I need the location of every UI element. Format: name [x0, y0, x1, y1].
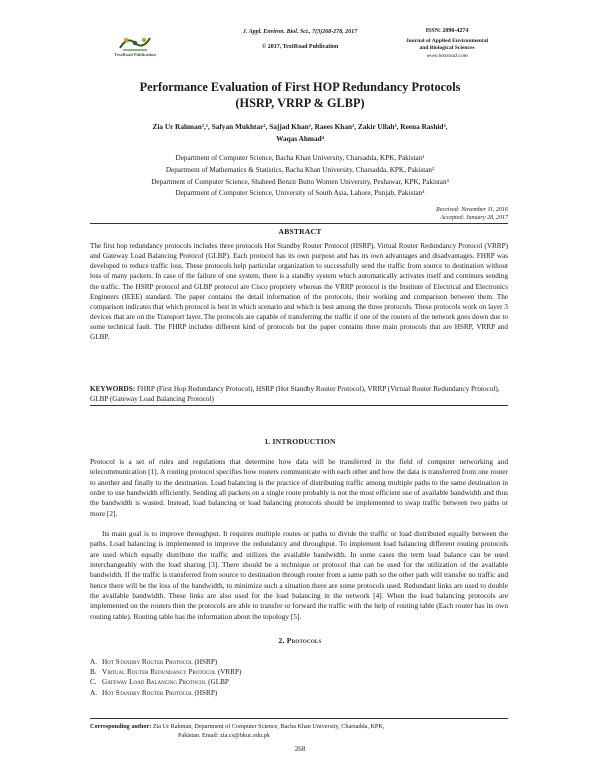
journal-reference: J. Appl. Environ. Biol. Sci., 7(3)268-278, 2017: [242, 29, 358, 35]
journal-website: www.textroad.com: [426, 53, 468, 59]
list-item: C. Gateway Load Balancing Protocol (GLBP: [90, 678, 229, 687]
list-item: A. Hot Standby Router Protocol (HSRP): [90, 688, 218, 697]
article-dates: [360, 206, 508, 222]
footer-rule: [90, 718, 508, 719]
author-list: [70, 121, 530, 144]
corresponding-email: Pakistan. Email: zia.cs@bkuc.edu.pk: [178, 731, 270, 739]
title-line2: (HSRP, VRRP & GLBP): [235, 95, 365, 110]
title-line1: Performance Evaluation of First HOP Redundancy Protocols: [139, 80, 461, 94]
accepted-date: Accepted: January 28, 2017: [440, 215, 508, 222]
introduction-heading: 1. INTRODUCTION: [264, 437, 336, 446]
affiliation-3: Department of Computer Science, Shaheed Benzir Butto Women University, Peshawar, KPK, Pakistan³: [151, 177, 449, 186]
page-number: 268: [294, 745, 306, 753]
keywords-text: FHRP (First Hop Redundancy Protocol), HSRP (Hot Standby Router Protocol), VRRP (Virtual Router Redundancy Protocol), GLBP (Gateway Load Balancing Protocol): [90, 385, 500, 404]
introduction-paragraph-1: Protocol is a set of rules and regulations that determine how data will be transferred in the field of computer networking and telecommunication [1]. A routing protocol specifies how routers communicate with each other and how the data is transferred from one router to another and finally to the destination. Load balancing is the practice of distributing traffic among multiple paths to the same destination in order to use bandwidth efficiently. Sending all packets on a single route probably is not the most efficient use of available bandwidth and thus the bandwidth is wasted. Instead, load balancing or load balancing protocols should be implemented to swap traffic between two paths or more [2].: [90, 457, 508, 518]
issn: ISSN: 2090-4274: [425, 28, 469, 34]
received-date: Received: November 11, 2016: [436, 207, 508, 213]
journal-name-line1: Journal of Applied Environmental: [405, 38, 489, 44]
affiliation-4: Department of Computer Science, University of South Asia, Lahore, Punjab, Pakistan⁴: [175, 189, 425, 198]
copyright: © 2017, TextRoad Publication: [261, 44, 339, 50]
list-item: A. Hot Standby Router Protocol (HSRP): [90, 658, 218, 666]
authors-line1: Zia Ur Rahman¹,¹, Safyan Mukhtar², Sajjad Khan², Raees Khan², Zakir Ullah³, Reena Rashid³,: [152, 122, 448, 131]
keywords-label: KEYWORDS:: [90, 385, 136, 393]
affiliation-1: Department of Computer Science, Bacha Khan University, Charsadda, KPK, Pakistan¹: [175, 154, 425, 162]
keywords: [90, 384, 508, 404]
publisher-logo: [118, 34, 152, 52]
corresponding-text: Zia Ur Rahman, Department of Computer Science, Bacha Khan University, Charsadda, KPK,: [152, 723, 385, 730]
logo-text: TextRoad Publication: [114, 52, 156, 57]
abstract-top-rule: [90, 223, 508, 224]
affiliation-2: Department of Mathematics & Statistics, Bacha Khan University, Charsadda, KPK, Pakistan²: [165, 165, 435, 174]
corresponding-author: [90, 723, 508, 740]
abstract-heading: ABSTRACT: [278, 227, 322, 236]
paper-title: [60, 80, 540, 111]
abstract-bottom-rule: [90, 405, 508, 406]
abstract-text: The first hop redundancy protocols includes three protocols Hot Standby Router Protocol (HSRP), Virtual Router Redundancy Protocol (VRRP) and Gateway Load Balancing Protocol (GLBP). Each protocol has its own purpose and has its own advantages and disadvantages. FHRP was developed to reduce traffic loss. These protocols help particular organization to successfully send the traffic from source to destination without loss of many packets. In case of the failure of one system, there is a standby system which automatically activates itself and continues sending the traffic. The HSRP protocol and GLBP protocol are Cisco propriety whereas the VRRP protocol is the Institute of Electrical and Electronics Engineers (IEEE) standard. The paper contains the detail information of the protocols, their working and comparison between them. The comparison indicates that which protocol is best in which scenario and which is best among the three protocols. These protocols work on layer 3 devices that are on the Transport layer. The protocols are capable of transferring the traffic if one of the routers of the network goes down due to some technical fault. The FHRP includes different kind of protocols but the paper contains three main protocols that are HSRP, VRRP and GLBP.: [90, 242, 508, 342]
journal-name-line2: and Biological Sciences: [419, 45, 475, 51]
introduction-paragraph-2: Its main goal is to improve throughput. It requires multiple routes or paths to divide the traffic or load distributed equally between the paths. Load balancing is implemented to improve the redundancy and throughput. To implement load balancing different routing protocols are used which equally distribute the traffic and utilizes the available bandwidth. In some cases the term load balance can be used interchangeably with the load sharing [3]. There should be a technique or protocol that can be used for the utilization of the available bandwidth. If the traffic is transferred from source to destination through router from a same path so the other path will transfer no traffic and hence there will be the loss of the bandwidth, to minimize such a situation there are some protocols used. Redundant links are used to double the available bandwidth. These links are also used for the load balancing in the network [4]. When the load balancing protocols are implemented on the routers then the protocols are able to transfer or forward the traffic with the help of routing table (Each router has its own routing table). Routing table has the information about the topology [5].: [90, 529, 508, 621]
authors-line2: Waqas Ahmad⁴: [276, 133, 324, 143]
affiliations: [60, 153, 540, 200]
protocols-heading: 2. Protocols: [278, 636, 322, 645]
corresponding-label: Corresponding author:: [90, 723, 152, 730]
protocols-list: [90, 657, 510, 698]
list-item: B. Virtual Router Redundancy Protocol (VRRP): [90, 668, 242, 677]
